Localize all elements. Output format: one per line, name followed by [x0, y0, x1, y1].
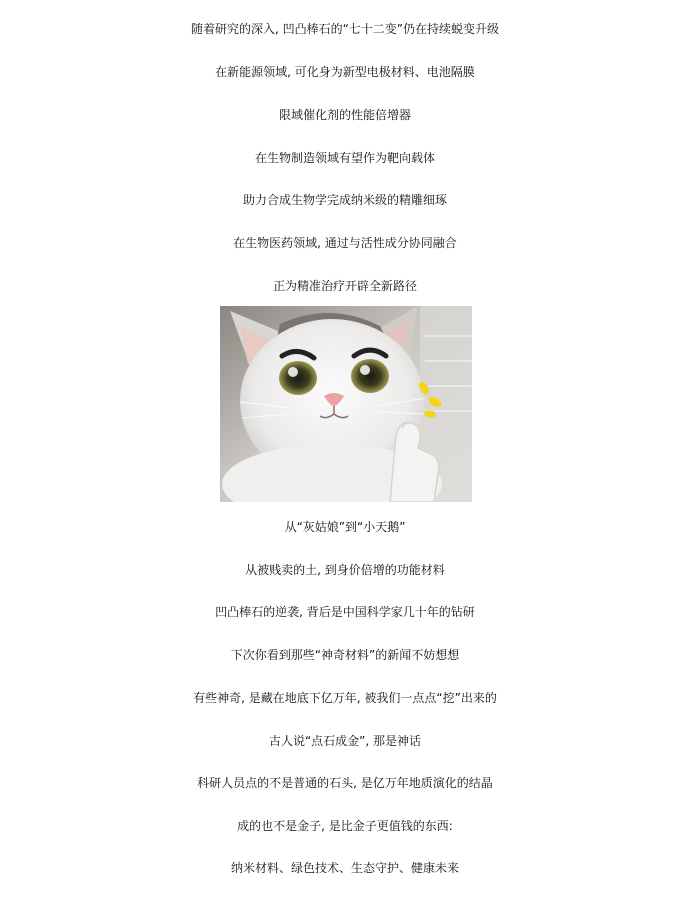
- text-line-13: 古人说“点石成金”, 那是神话: [268, 734, 422, 748]
- text-line-3: 限域催化剂的性能倍增器: [278, 108, 411, 122]
- text-line-1: 随着研究的深入, 凹凸棒石的“七十二变”仍在持续蜕变升级: [190, 22, 500, 36]
- text-line-16: 纳米材料、绿色技术、生态守护、健康未来: [230, 861, 459, 875]
- cat-thumbs-up-image: [220, 306, 472, 502]
- text-line-11: 下次你看到那些“神奇材料”的新闻不妨想想: [230, 648, 460, 662]
- text-line-14: 科研人员点的不是普通的石头, 是亿万年地质演化的结晶: [197, 776, 493, 790]
- text-line-5: 助力合成生物学完成纳米级的精雕细琢: [242, 193, 447, 207]
- text-line-12: 有些神奇, 是藏在地底下亿万年, 被我们一点点“挖”出来的: [193, 691, 497, 705]
- text-line-8: 从“灰姑娘”到“小天鹅”: [284, 520, 406, 534]
- text-line-10: 凹凸棒石的逆袭, 背后是中国科学家几十年的钻研: [215, 605, 475, 619]
- text-line-6: 在生物医药领域, 通过与活性成分协同融合: [233, 236, 457, 250]
- text-line-15: 成的也不是金子, 是比金子更值钱的东西:: [237, 819, 453, 833]
- text-line-4: 在生物制造领域有望作为靶向载体: [254, 151, 435, 165]
- text-line-2: 在新能源领域, 可化身为新型电极材料、电池隔膜: [215, 65, 475, 79]
- text-line-7: 正为精准治疗开辟全新路径: [272, 279, 417, 293]
- text-line-9: 从被贱卖的土, 到身价倍增的功能材料: [245, 563, 445, 577]
